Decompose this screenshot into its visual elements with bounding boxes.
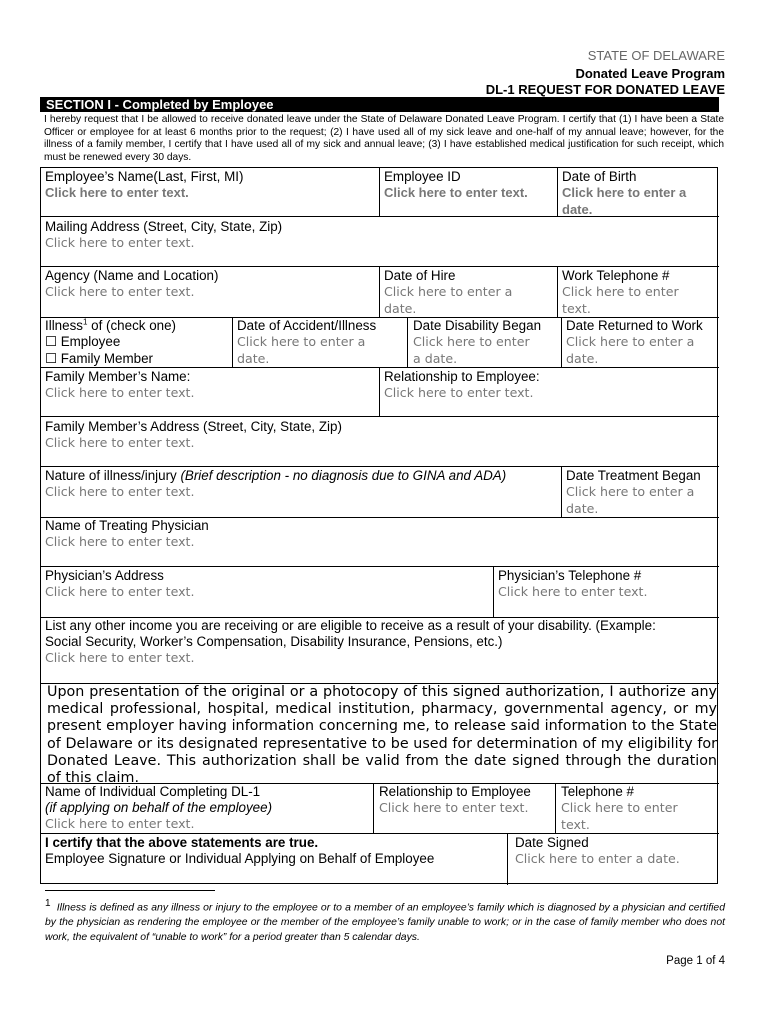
date-treatment-began-label: Date Treatment Began [566, 468, 701, 483]
employee-id-label: Employee ID [384, 169, 461, 184]
physician-address-label: Physician’s Address [45, 568, 164, 583]
physician-telephone-label: Physician’s Telephone # [498, 568, 642, 583]
form-title: DL-1 REQUEST FOR DONATED LEAVE [485, 82, 725, 97]
treating-physician-label: Name of Treating Physician [45, 518, 209, 533]
signature-label[interactable]: Employee Signature or Individual Applying on Behalf of Employee [45, 851, 435, 866]
treating-physician-input[interactable]: Click here to enter text. [45, 534, 195, 549]
family-address-label: Family Member’s Address (Street, City, State, Zip) [45, 419, 342, 434]
footnote-separator [45, 890, 215, 891]
telephone2-label: Telephone # [561, 784, 634, 799]
employee-name-label: Employee’s Name(Last, First, MI) [45, 169, 244, 184]
date-signed-label: Date Signed [515, 835, 589, 850]
telephone2-input[interactable]: Click here to enter text. [561, 800, 678, 832]
family-address-input[interactable]: Click here to enter text. [45, 435, 195, 450]
footnote: $^1$ Illness is defined as any illness or injury to the employee or to a member of an employee’s family which is diagnosed by a physician and certified by the physician as rendering the employee or the member of the employee’s family unable to work; or in the case of family member who does not work, the equivalent of “unable to work” for a period greater than 5 calendar days. [45, 898, 725, 944]
authorization-paragraph: Upon presentation of the original or a photocopy of this signed authorization, I authorize any medical professional, hospital, medical institution, pharmacy, governmental agency, or my present employer having information concerning me, to release said information to the State of Delaware or its designated representative to be used for determination of my eligibility for Donated Leave. This authorization shall be valid from the date signed through the duration of this claim. [47, 684, 717, 787]
date-treatment-began-input[interactable]: Click here to enter a date. [566, 484, 695, 516]
checkbox-family-member[interactable]: ☐ Family Member [45, 351, 153, 366]
work-telephone-label: Work Telephone # [562, 268, 670, 283]
individual-completing-input[interactable]: Click here to enter text. [45, 816, 195, 831]
other-income-input[interactable]: Click here to enter text. [45, 650, 195, 665]
physician-telephone-input[interactable]: Click here to enter text. [498, 584, 648, 599]
employee-name-input[interactable]: Click here to enter text. [45, 185, 189, 200]
date-disability-began-input[interactable]: Click here to enter a date. [413, 334, 530, 366]
individual-completing-label: Name of Individual Completing DL-1 [45, 784, 261, 799]
date-disability-began-label: Date Disability Began [413, 318, 542, 333]
agency-input[interactable]: Click here to enter text. [45, 284, 195, 299]
date-of-birth-label: Date of Birth [562, 169, 637, 184]
date-returned-label: Date Returned to Work [566, 318, 703, 333]
physician-address-input[interactable]: Click here to enter text. [45, 584, 195, 599]
illness-label: Illness$^1$ of (check one) [45, 317, 176, 333]
nature-of-illness-label: Nature of illness/injury (Brief description - no diagnosis due to GINA and ADA) [45, 468, 507, 483]
relationship2-label: Relationship to Employee [379, 784, 531, 799]
mailing-address-input[interactable]: Click here to enter text. [45, 235, 195, 250]
individual-completing-sublabel: (if applying on behalf of the employee) [45, 800, 273, 815]
family-member-name-label: Family Member’s Name: [45, 369, 191, 384]
relationship-input[interactable]: Click here to enter text. [384, 385, 534, 400]
agency-label: Agency (Name and Location) [45, 268, 219, 283]
date-of-accident-label: Date of Accident/Illness [237, 318, 377, 333]
work-telephone-input[interactable]: Click here to enter text. [562, 284, 679, 316]
state-title: STATE OF DELAWARE [587, 48, 725, 63]
employee-id-input[interactable]: Click here to enter text. [384, 185, 528, 200]
page-number: Page 1 of 4 [666, 955, 725, 967]
date-of-accident-input[interactable]: Click here to enter a date. [237, 334, 366, 366]
date-of-hire-input[interactable]: Click here to enter a date. [384, 284, 513, 316]
mailing-address-label: Mailing Address (Street, City, State, Zip) [45, 219, 283, 234]
intro-paragraph: I hereby request that I be allowed to receive donated leave under the State of Delaware Donated Leave Program. I certify that (1) I have been a State Officer or employee for at least 6 months prior to the request; (2) I have used all of my sick leave and one-half of my annual leave; however, for the illness of a family member, I certify that I have used all of my sick and annual leave; (3) I have established medical justification for such receipt, which must be renewed every 30 days. [44, 114, 724, 163]
date-returned-input[interactable]: Click here to enter a date. [566, 334, 695, 366]
nature-of-illness-input[interactable]: Click here to enter text. [45, 484, 195, 499]
program-title: Donated Leave Program [575, 66, 725, 81]
section-title-bar: SECTION I - Completed by Employee [40, 97, 719, 112]
checkbox-employee[interactable]: ☐ Employee [45, 334, 121, 349]
request-form [40, 167, 718, 884]
other-income-label-line1: List any other income you are receiving or are eligible to receive as a result of your disability. (Example: [45, 618, 656, 633]
certify-statement: I certify that the above statements are true. [45, 835, 319, 850]
date-of-hire-label: Date of Hire [384, 268, 456, 283]
relationship-label: Relationship to Employee: [384, 369, 540, 384]
family-member-name-input[interactable]: Click here to enter text. [45, 385, 195, 400]
date-signed-input[interactable]: Click here to enter a date. [515, 851, 680, 866]
other-income-label-line2: Social Security, Worker’s Compensation, Disability Insurance, Pensions, etc.) [45, 634, 503, 649]
relationship2-input[interactable]: Click here to enter text. [379, 800, 529, 815]
date-of-birth-input[interactable]: Click here to enter a date. [562, 185, 687, 217]
